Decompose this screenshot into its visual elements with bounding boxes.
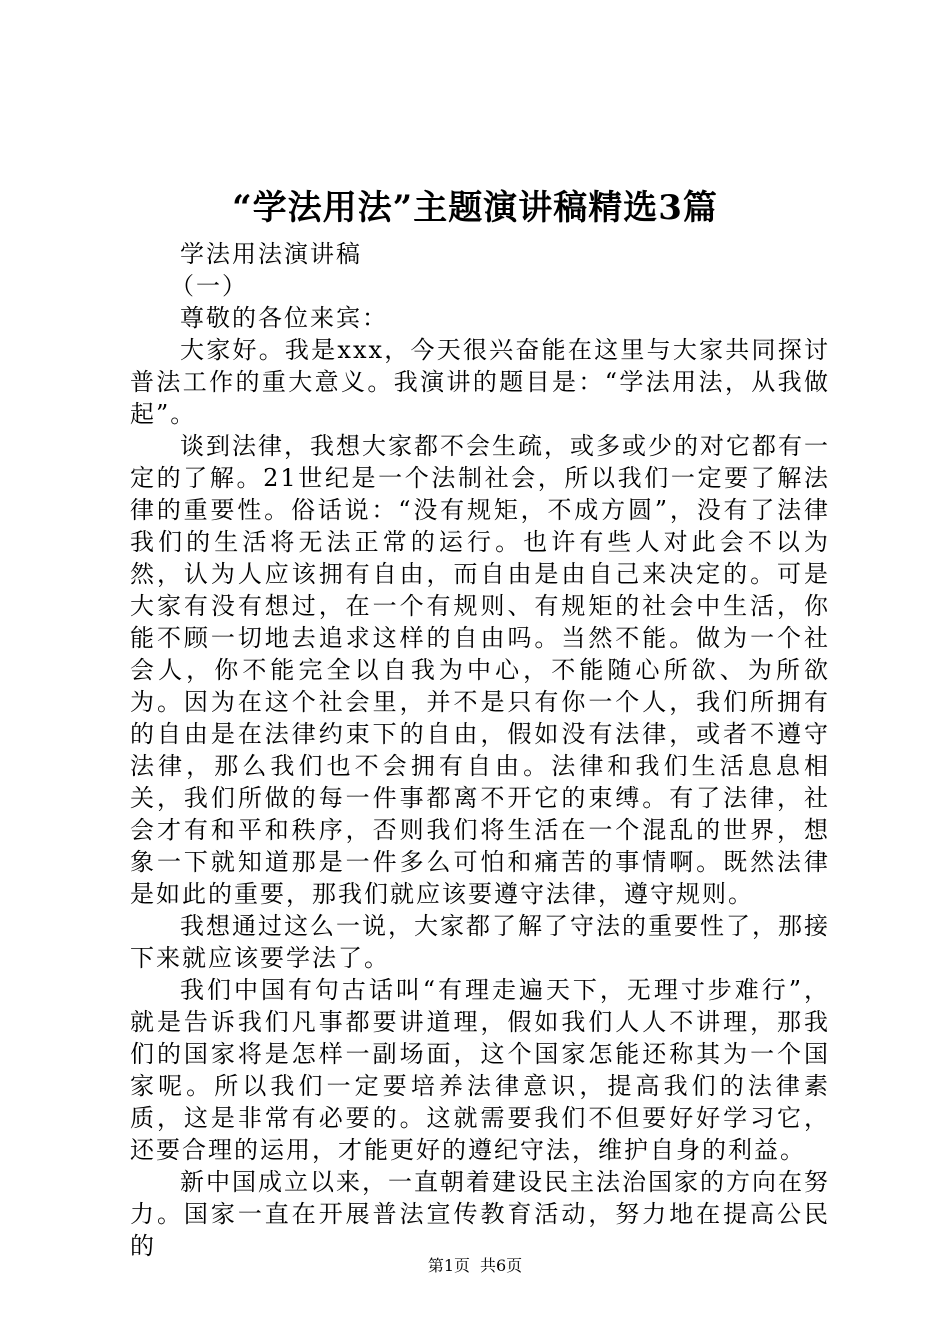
page-number: 第1页 [427, 1256, 470, 1275]
section-number: （一） [170, 272, 248, 300]
document-body [130, 238, 830, 1262]
page-footer [0, 1255, 950, 1277]
paragraph-proverb: 我们中国有句古话叫“有理走遍天下，无理寸步难行”，就是告诉我们凡事都要讲道理，假如我们人人不讲理，那我们的国家将是怎样一副场面，这个国家怎能还称其为一个国家呢。所以我们一定要培养法律意识，提高我们的法律素质，这是非常有必要的。这就需要我们不但要好好学习它，还要合理的运用，才能更好的遵纪守法，维护自身的利益。 [130, 976, 830, 1164]
salutation: 尊敬的各位来宾： [180, 304, 388, 332]
paragraph-new-china: 新中国成立以来，一直朝着建设民主法治国家的方向在努力。国家一直在开展普法宣传教育活动，努力地在提高公民的 [130, 1168, 830, 1260]
page-count: 共6页 [480, 1256, 523, 1275]
document-subtitle: 学法用法演讲稿 [180, 240, 362, 268]
paragraph-transition: 我想通过这么一说，大家都了解了守法的重要性了，那接下来就应该要学法了。 [130, 912, 830, 972]
paragraph-law-importance: 谈到法律，我想大家都不会生疏，或多或少的对它都有一定的了解。21世纪是一个法制社会，所以我们一定要了解法律的重要性。俗话说：“没有规矩，不成方圆”，没有了法律我们的生活将无法正常的运行。也许有些人对此会不以为然，认为人应该拥有自由，而自由是由自己来决定的。可是大家有没有想过，在一个有规则、有规矩的社会中生活，你能不顾一切地去追求这样的自由吗。当然不能。做为一个社会人，你不能完全以自我为中心，不能随心所欲、为所欲为。因为在这个社会里，并不是只有你一个人，我们所拥有的自由是在法律约束下的自由，假如没有法律，或者不遵守法律，那么我们也不会拥有自由。法律和我们生活息息相关，我们所做的每一件事都离不开它的束缚。有了法律，社会才有和平和秩序，否则我们将生活在一个混乱的世界，想象一下就知道那是一件多么可怕和痛苦的事情啊。既然法律是如此的重要，那我们就应该要遵守法律，遵守规则。 [130, 432, 830, 908]
document-title: “学法用法”主题演讲稿精选3篇 [232, 188, 718, 228]
paragraph-greeting: 大家好。我是xxx，今天很兴奋能在这里与大家共同探讨普法工作的重大意义。我演讲的题目是：“学法用法，从我做起”。 [130, 336, 830, 428]
